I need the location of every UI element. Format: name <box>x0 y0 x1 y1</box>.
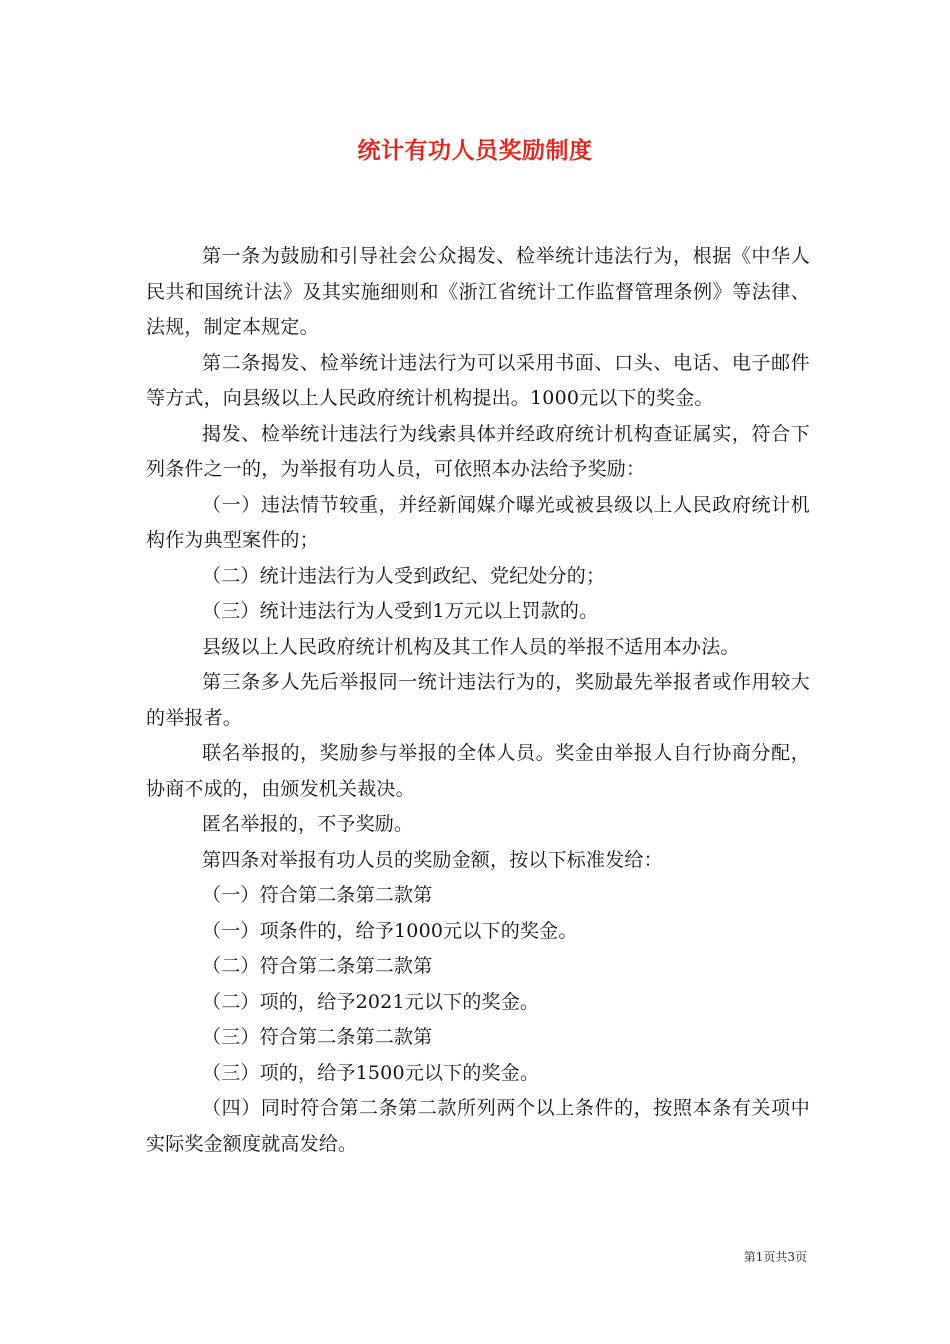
paragraph-reward-3b: （三）项的，给予1500元以下的奖金。 <box>202 1061 540 1084</box>
paragraph-condition-1: （一）违法情节较重，并经新闻媒介曝光或被县级以上人民政府统计机构作为典型案件的； <box>146 493 810 551</box>
document-title: 统计有功人员奖励制度 <box>357 137 593 164</box>
document-body <box>146 239 810 1162</box>
page-number: 第1页共3页 <box>743 1250 807 1264</box>
paragraph-joint-report: 联名举报的，奖励参与举报的全体人员。奖金由举报人自行协商分配，协商不成的，由颁发机关裁决。 <box>146 742 810 800</box>
paragraph-reward-2a: （二）符合第二条第二款第 <box>202 955 433 977</box>
paragraph-article-2: 第二条揭发、检举统计违法行为可以采用书面、口头、电话、电子邮件等方式，向县级以上人民政府统计机构提出。1000元以下的奖金。 <box>146 351 810 409</box>
paragraph-exclusion: 县级以上人民政府统计机构及其工作人员的举报不适用本办法。 <box>202 635 740 658</box>
paragraph-reward-1a: （一）符合第二条第二款第 <box>202 884 433 906</box>
paragraph-anonymous: 匿名举报的，不予奖励。 <box>202 813 414 835</box>
paragraph-reward-1b: （一）项条件的，给予1000元以下的奖金。 <box>202 919 578 942</box>
paragraph-article-1: 第一条为鼓励和引导社会公众揭发、检举统计违法行为，根据《中华人民共和国统计法》及其实施细则和《浙江省统计工作监督管理条例》等法律、法规，制定本规定。 <box>146 245 810 338</box>
paragraph-reward-2b: （二）项的，给予2021元以下的奖金。 <box>202 990 540 1013</box>
paragraph-article-4: 第四条对举报有功人员的奖励金额，按以下标准发给： <box>202 848 663 871</box>
paragraph-conditions-intro: 揭发、检举统计违法行为线索具体并经政府统计机构查证属实，符合下列条件之一的，为举报有功人员，可依照本办法给予奖励： <box>146 422 810 480</box>
paragraph-condition-3: （三）统计违法行为人受到1万元以上罚款的。 <box>202 600 599 622</box>
paragraph-condition-2: （二）统计违法行为人受到政纪、党纪处分的； <box>202 564 606 587</box>
paragraph-reward-3a: （三）符合第二条第二款第 <box>202 1026 433 1048</box>
paragraph-article-3: 第三条多人先后举报同一统计违法行为的，奖励最先举报者或作用较大的举报者。 <box>146 671 810 729</box>
paragraph-reward-4: （四）同时符合第二条第二款所列两个以上条件的，按照本条有关项中实际奖金额度就高发给。 <box>146 1097 810 1155</box>
